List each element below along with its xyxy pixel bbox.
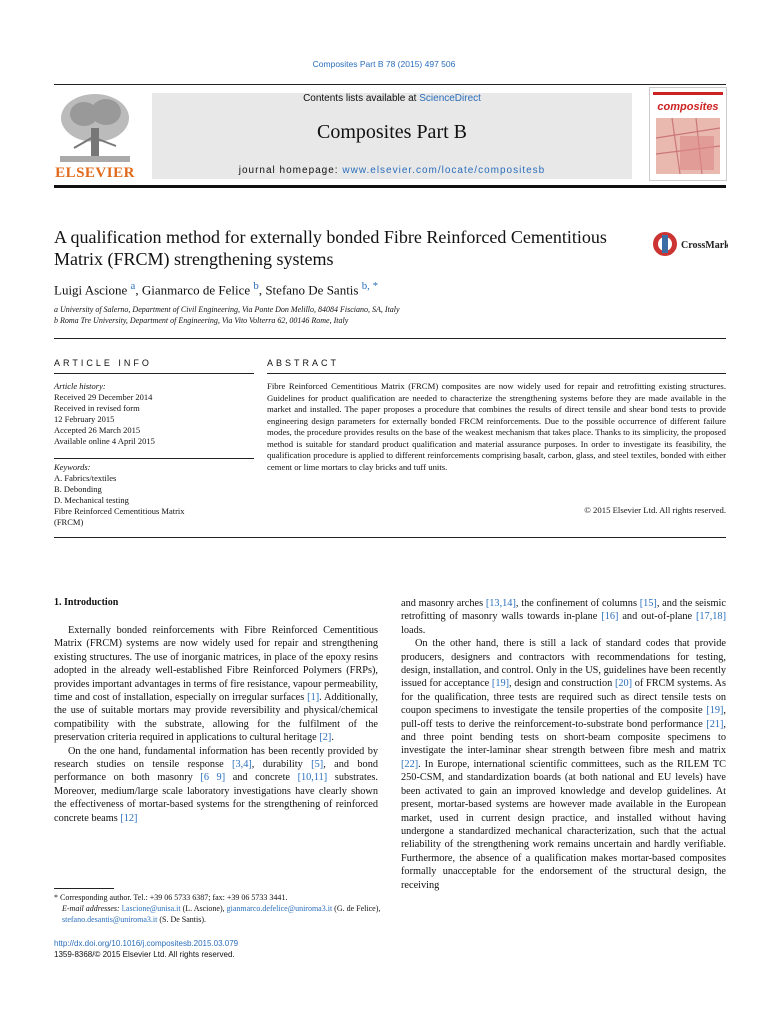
body-text: , and bond performance on both masonry bbox=[54, 759, 378, 784]
keyword: Fibre Reinforced Cementitious Matrix bbox=[54, 506, 185, 516]
body-paragraph bbox=[401, 637, 726, 892]
citation-link[interactable]: [21] bbox=[706, 718, 724, 730]
homepage-line bbox=[152, 165, 632, 176]
article-info-heading: ARTICLE INFO bbox=[54, 358, 152, 368]
cover-art bbox=[650, 88, 726, 180]
body-text: and concrete bbox=[225, 772, 298, 784]
homepage-prefix: journal homepage: bbox=[238, 165, 343, 176]
email-link[interactable]: l.ascione@unisa.it bbox=[121, 904, 181, 913]
body-text: substrates. Moreover, medium/large scale laboratory investigations have clearly shown the effectiveness of mortar-based systems for the strengthening of reinforced concrete beams bbox=[54, 772, 378, 824]
body-paragraph bbox=[401, 597, 726, 637]
citation-link[interactable]: [19] bbox=[491, 678, 510, 690]
body-paragraph bbox=[54, 745, 378, 825]
body-paragraph bbox=[54, 624, 378, 745]
author-name: Luigi Ascione bbox=[54, 282, 128, 298]
citation-link[interactable]: [10,11] bbox=[297, 772, 328, 784]
citation-link[interactable]: [2] bbox=[319, 732, 332, 744]
elsevier-wordmark: ELSEVIER bbox=[55, 165, 135, 181]
affiliation-a: a University of Salerno, Department of Civil Engineering, Via Ponte Don Melillo, 84084 Fisciano, SA, Italy bbox=[54, 305, 400, 314]
keyword: A. Fabrics/textiles bbox=[54, 473, 117, 483]
corresponding-author-line: * Corresponding author. Tel.: +39 06 5733 6387; fax: +39 06 5733 3441. bbox=[54, 893, 288, 902]
citation-link[interactable]: [19] bbox=[706, 705, 724, 717]
issn-line: 1359-8368/© 2015 Elsevier Ltd. All rights reserved. bbox=[54, 950, 235, 959]
email-link[interactable]: gianmarco.defelice@uniroma3.it bbox=[226, 904, 333, 913]
author-affiliation-mark[interactable]: a bbox=[130, 280, 136, 292]
running-head[interactable]: Composites Part B 78 (2015) 497 506 bbox=[312, 59, 456, 69]
body-text: , durability bbox=[251, 759, 312, 771]
abstract-heading: ABSTRACT bbox=[267, 358, 340, 368]
homepage-link[interactable]: www.elsevier.com/locate/compositesb bbox=[342, 165, 546, 176]
history-label: Article history: bbox=[54, 381, 106, 391]
citation-link[interactable]: [3,4] bbox=[232, 759, 252, 771]
cover-title: composites bbox=[657, 101, 719, 113]
body-text: On the one hand, fundamental information has been recently provided by research studies on tensile response bbox=[54, 745, 378, 771]
body-text: and out-of-plane bbox=[618, 611, 696, 623]
section-rule bbox=[54, 338, 726, 339]
body-text: . In Europe, international scientific committees, such as the RILEM TC 250-CSM, and standardization boards (at both national and EU levels) have been activated to gain an improved knowledge and develop guidelines. At present, mortar-based systems are however made available in the European market, used in current design practice, and installed without having undergone a standardized mechanical characterization, such that the actual reliability of the strengthening work remains uncertain and hardly verifiable. Furthermore, the absence of a qualification makes mortar-based composites formally unacceptable for the endorsement of the structural design, the receiving bbox=[401, 758, 726, 891]
doi-link[interactable]: http://dx.doi.org/10.1016/j.compositesb.2015.03.079 bbox=[54, 939, 239, 948]
keywords bbox=[54, 462, 185, 528]
header-bottom-rule bbox=[54, 185, 726, 188]
body-column-left bbox=[54, 624, 378, 825]
abstract-copyright: © 2015 Elsevier Ltd. All rights reserved. bbox=[584, 505, 726, 515]
crossmark-badge[interactable] bbox=[652, 229, 728, 259]
body-text: . Additionally, the use of suitable mortars may provide reversibility and physical/chemical compatibility with the substrate, allowing for the fulfilment of the preservation criteria required in applications to cultural heritage bbox=[54, 692, 378, 744]
keywords-rule bbox=[54, 458, 254, 459]
body-text: loads. bbox=[401, 624, 426, 636]
author-affiliation-mark[interactable]: b, * bbox=[361, 280, 378, 292]
body-text: , pull-off tests to derive the reinforcement-to-substrate bond performance bbox=[401, 705, 726, 730]
email-owner: (L. Ascione), bbox=[180, 904, 227, 913]
author-list: Luigi Ascione $^a$, Gianmarco de Felice $^b$, Stefano De Santis $^{b, *}$ bbox=[54, 280, 378, 298]
citation-link[interactable]: [1] bbox=[307, 692, 320, 704]
body-text: On the other hand, there is still a lack of standard codes that provide producers, designers and contractors with recommendations for testing, design, installation, and control. Only in the US, guidelines have been recently issued for acceptance bbox=[401, 638, 726, 690]
journal-cover-thumbnail[interactable] bbox=[649, 87, 727, 181]
body-text: and masonry arches bbox=[401, 598, 486, 609]
keyword: D. Mechanical testing bbox=[54, 495, 129, 505]
contents-prefix: Contents lists available at bbox=[303, 93, 420, 104]
author-name: Stefano De Santis bbox=[265, 282, 359, 298]
author-affiliation-mark[interactable]: b bbox=[253, 280, 259, 292]
section-heading-introduction: 1. Introduction bbox=[54, 597, 119, 608]
citation-link[interactable]: [17,18] bbox=[695, 611, 727, 623]
body-text: , the confinement of columns bbox=[515, 598, 640, 609]
article-history bbox=[54, 381, 155, 447]
footnote-rule bbox=[54, 888, 114, 889]
citation-link[interactable]: [15] bbox=[639, 598, 657, 609]
email-owner: (G. de Felice), bbox=[332, 904, 381, 913]
journal-name: Composites Part B bbox=[316, 121, 467, 143]
citation-link[interactable]: [6 9] bbox=[200, 772, 226, 784]
author-name: Gianmarco de Felice bbox=[141, 282, 251, 298]
history-item: Accepted 26 March 2015 bbox=[54, 425, 141, 435]
history-item: Available online 4 April 2015 bbox=[54, 436, 155, 446]
email-line bbox=[54, 903, 384, 925]
article-title: A qualification method for externally bonded Fibre Reinforced Cementitious Matrix (FRCM) strengthening systems bbox=[54, 227, 607, 269]
body-text: of FRCM systems. As for the qualification, three tests are required such as direct tensile tests on coupon specimens to investigate the tensile properties of the composite bbox=[401, 678, 726, 717]
abstract-rule bbox=[267, 373, 726, 374]
history-item: Received in revised form bbox=[54, 403, 140, 413]
abstract-text: Fibre Reinforced Cementitious Matrix (FRCM) composites are now widely used for repair and retrofitting existing structures. Guidelines for product qualification are needed to characterize the strengthening systems before they are made available in the market and installed. The paper proposes a procedure that combines the results of direct tensile and shear bond tests to provide engineering design parameters for externally bonded FRCM reinforcements. Due to the possible occurrence of different failure modes, the procedure provides results on the base of the weakest mechanism that takes place. Thanks to its simplicity, the proposed method is suitable for standard product qualification and material assurance purposes. In order to investigate its feasibility, the qualification procedure is applied to different reinforcements comprising basalt, carbon, glass, and steel textiles, bonded with either cement or lime mortars to clay bricks and tuff units. bbox=[267, 381, 726, 472]
corresponding-author-footnote bbox=[54, 892, 384, 925]
header-top-rule bbox=[54, 84, 726, 85]
body-text: . bbox=[331, 732, 334, 744]
body-text: , and the seismic retrofitting of masonry walls towards in-plane bbox=[401, 598, 726, 623]
citation-link[interactable]: [22] bbox=[401, 758, 419, 770]
email-link[interactable]: stefano.desantis@uniroma3.it bbox=[62, 915, 158, 924]
body-text: Externally bonded reinforcements with Fibre Reinforced Cementitious Matrix (FRCM) systems are now widely used for repair and strengthening existing structures. The use of inorganic matrices, in place of the epoxy resins adopted in the already well-established Fibre Reinforced Polymers (FRPs), provides important advantages in terms of fire resistance, vapour permeability, time and cost of installation, especially on irregular surfaces bbox=[54, 625, 378, 704]
keyword: B. Debonding bbox=[54, 484, 102, 494]
citation-link[interactable]: [16] bbox=[601, 611, 619, 623]
citation-link[interactable]: [13,14] bbox=[485, 598, 516, 609]
history-item: Received 29 December 2014 bbox=[54, 392, 153, 402]
body-column-right bbox=[401, 597, 726, 892]
body-text: , design and construction bbox=[509, 678, 615, 690]
citation-link[interactable]: [5] bbox=[311, 759, 324, 771]
info-rule bbox=[54, 373, 254, 374]
citation-link[interactable]: [20] bbox=[614, 678, 633, 690]
email-owner: (S. De Santis). bbox=[157, 915, 207, 924]
history-item: 12 February 2015 bbox=[54, 414, 115, 424]
contents-line bbox=[152, 93, 632, 104]
body-text: , and three point bending tests on short-beam composite specimens to investigate the inter-laminar shear strength between fibre mesh and matrix bbox=[401, 718, 726, 757]
sciencedirect-link[interactable]: ScienceDirect bbox=[419, 93, 481, 104]
keyword: (FRCM) bbox=[54, 517, 84, 527]
keywords-label: Keywords: bbox=[54, 462, 91, 472]
email-label: E-mail addresses: bbox=[62, 904, 122, 913]
affiliation-b: b Roma Tre University, Department of Engineering, Via Vito Volterra 62, 00146 Rome, Italy bbox=[54, 316, 349, 325]
abstract-end-rule bbox=[54, 537, 726, 538]
doi-block bbox=[54, 938, 238, 960]
crossmark-label: CrossMark bbox=[681, 240, 728, 251]
citation-link[interactable]: [12] bbox=[120, 812, 138, 824]
